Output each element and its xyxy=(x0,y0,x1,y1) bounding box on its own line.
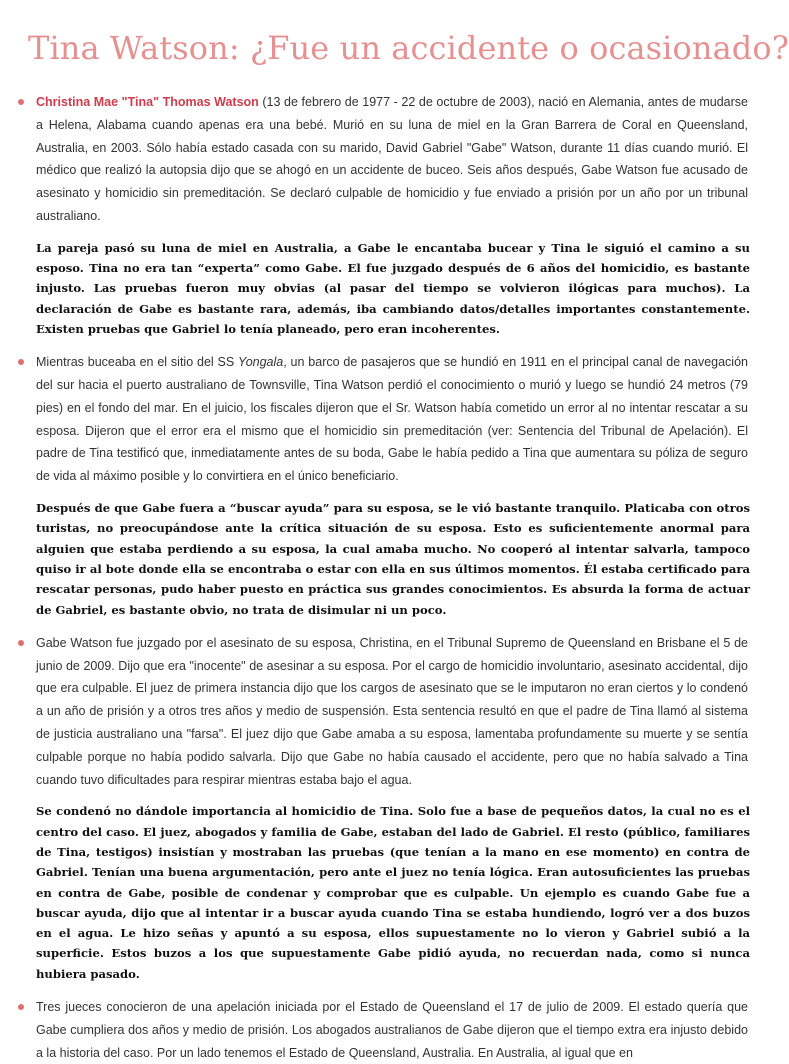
list-item xyxy=(36,351,748,488)
paragraph: Gabe Watson fue juzgado por el asesinato de su esposa, Christina, en el Tribunal Supremo de Queensland en Brisbane el 5 de junio de 2009. Dijo que era "inocente" de asesinar a su esposa. Por el cargo de homicidio involuntario, asesinato accidental, dijo que era culpable. El juez de primera instancia dijo que los cargos de asesinato que se le imputaron no eran ciertos y lo condenó a un año de prisión y a otros tres años y medio de suspensión. Esta sentencia resultó en que el padre de Tina llamó al sistema de justicia australiano una "farsa". El juez dijo que Gabe amaba a su esposa, lamentaba profundamente su muerte y se sentía culpable porque no había podido salvarla. Dijo que Gabe no había causado el accidente, pero que no había salvado a Tina cuando tuvo dificultades para respirar mientras estaba bajo el agua. xyxy=(36,635,748,787)
paragraph xyxy=(36,91,748,228)
bullet-icon xyxy=(18,1004,24,1010)
opinion-paragraph: La pareja pasó su luna de miel en Australia, a Gabe le encantaba bucear y Tina le siguió el camino a su esposo. Tina no era tan “experta” como Gabe. El fue juzgado después de 6 años del homicidio, es bastante injusto. Las pruebas fueron muy obvias (al pasar del tiempo se volvieron ilógicas para muchos). La declaración de Gabe es bastante rara, además, iba cambiando datos/detalles importantes constantemente. Existen pruebas que Gabriel lo tenía planeado, pero eran incoherentes. xyxy=(36,240,750,336)
paragraph-text: , un barco de pasajeros que se hundió en 1911 en el principal canal de navegación del sur hacia el puerto australiano de Townsville, Tina Watson perdió el conocimiento o murió y luego se hundió 24 metros (79 pies) en el fondo del mar. En el juicio, los fiscales dijeron que el Sr. Watson había cometido un error al no intentar rescatar a su esposa. Dijeron que el error era el mismo que el homicidio sin premeditación (ver: Sentencia del Tribunal de Apelación). El padre de Tina testificó que, inmediatamente antes de su boda, Gabe le había pedido a Tina que aumentara su póliza de seguro de vida al máximo posible y lo convirtiera en el único beneficiario. xyxy=(36,355,748,484)
paragraph-text: Mientras buceaba en el sitio del SS xyxy=(36,355,239,370)
opinion-paragraph: Se condenó no dándole importancia al homicidio de Tina. Solo fue a base de pequeños datos, la cual no es el centro del caso. El juez, abogados y familia de Gabe, estaban del lado de Gabriel. El resto (público, familiares de Tina, testigos) insistían y mostraban las pruebas (que tenían a la mano en ese momento) en contra de Gabriel. Tenían una buena argumentación, pero ante el juez no tenía lógica. Eran autosuficientes las pruebas en contra de Gabe, posible de condenar y comprobar que es culpable. Un ejemplo es cuando Gabe fue a buscar ayuda, dijo que al intentar ir a buscar ayuda cuando Tina se estaba hundiendo, logró ver a dos buzos en el agua. Le hizo señas y apuntó a su esposa, ellos supuestamente no lo vieron y Gabriel subió a la superficie. Estos buzos a los que supuestamente Gabe pidió ayuda, no recuerdan nada, como si nunca hubiera pasado. xyxy=(36,804,750,981)
paragraph: Tres jueces conocieron de una apelación iniciada por el Estado de Queensland el 17 de julio de 2009. El estado quería que Gabe cumpliera dos años y medio de prisión. Los abogados australianos de Gabe dijeron que el tiempo extra era injusto debido a la historia del caso. Por un lado tenemos el Estado de Queensland, Australia. En Australia, al igual que en xyxy=(36,1000,748,1060)
bullet-icon xyxy=(18,99,24,105)
bullet-icon xyxy=(18,640,24,646)
opinion-paragraph: Después de que Gabe fuera a “buscar ayuda” para su esposa, se le vió bastante tranquilo. Platicaba con otros turistas, no preocupándose ante la crítica situación de su esposa. Esto es suficientemente anormal para alguien que estaba perdiendo a su esposa, la cual amaba mucho. No cooperó al intentar salvarla, tampoco quiso ir al bote donde ella se encontraba o estar con ella en sus últimos momentos. Él estaba certificado para rescatar personas, pudo haber puesto en práctica sus grandes conocimientos. Es absurda la forma de actuar de Gabriel, es bastante obvio, no trata de disimular ni un poco. xyxy=(36,501,750,617)
list-item xyxy=(36,91,748,228)
article-title: Tina Watson: ¿Fue un accidente o ocasionado? xyxy=(28,29,789,67)
paragraph xyxy=(36,351,748,488)
list-item xyxy=(36,996,748,1064)
ship-name: Yongala xyxy=(238,355,284,370)
bullet-icon xyxy=(18,359,24,365)
paragraph-text: (13 de febrero de 1977 - 22 de octubre de 2003), nació en Alemania, antes de mudarse a Helena, Alabama cuando apenas era una bebé. Murió en su luna de miel en la Gran Barrera de Coral en Queensland, Australia, en 2003. Sólo había estado casada con su marido, David Gabriel "Gabe" Watson, durante 11 días cuando murió. El médico que realizó la autopsia dijo que se ahogó en un accidente de buceo. Seis años después, Gabe Watson fue acusado de asesinato y homicidio sin premeditación. Se declaró culpable de homicidio y fue enviado a prisión por un año por un tribunal australiano. xyxy=(36,95,748,223)
list-item xyxy=(36,632,748,792)
person-name-link[interactable]: Christina Mae "Tina" Thomas Watson xyxy=(36,95,259,109)
article-body xyxy=(0,91,768,1064)
